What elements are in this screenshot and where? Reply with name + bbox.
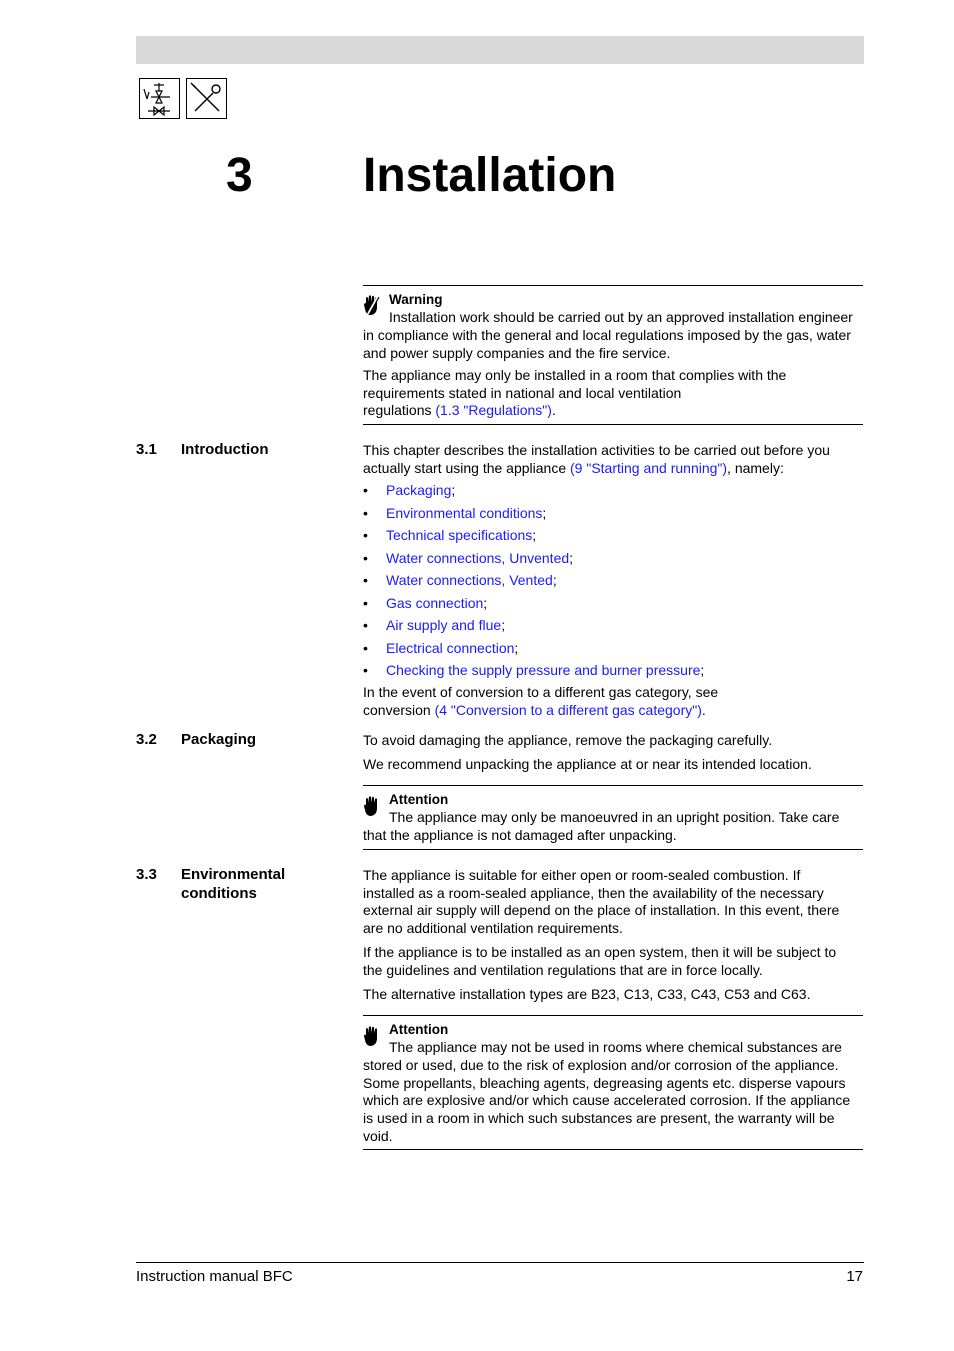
list-item-suffix: ; — [700, 662, 705, 678]
list-item-text — [386, 549, 573, 567]
warning-label: Warning — [389, 292, 443, 307]
bullet-dot: • — [363, 504, 368, 521]
attention-line: void. — [363, 1128, 393, 1144]
paragraph: If the appliance is to be installed as an open system, then it will be subject to — [363, 944, 837, 960]
list-item-text — [386, 616, 505, 634]
warning-hand-icon — [363, 294, 381, 321]
list-item-suffix: ; — [451, 482, 456, 498]
list-item-link[interactable]: Water connections, Vented — [386, 572, 553, 588]
warning-box — [363, 285, 863, 425]
section-number: 3.3 — [136, 866, 157, 883]
list-item-link[interactable]: Gas connection — [386, 594, 484, 611]
list-item-suffix: ; — [532, 527, 537, 543]
attention-line: that the appliance is not damaged after unpacking. — [363, 827, 677, 843]
list-item-link[interactable]: Packaging — [386, 482, 452, 498]
tools-icon — [186, 78, 227, 119]
list-item-link[interactable]: Technical specifications — [386, 527, 533, 543]
paragraph: are no additional ventilation requirements. — [363, 920, 623, 936]
bullet-dot: • — [363, 527, 368, 543]
stop-hand-icon — [363, 1025, 381, 1052]
warning-line: The appliance may only be installed in a room that complies with the — [363, 367, 787, 383]
bullet-dot: • — [363, 639, 368, 656]
warning-line: regulations (1.3 "Regulations"). — [363, 402, 556, 418]
paragraph: The appliance is suitable for either open or room-sealed combustion. If — [363, 867, 801, 883]
list-item-text — [386, 481, 455, 499]
attention-box — [363, 1015, 863, 1150]
bullet-dot: • — [363, 662, 368, 678]
list-item-suffix: ; — [483, 594, 488, 611]
attention-line: is used in a room in which such substances are present, the warranty will be — [363, 1110, 835, 1126]
list-item-link[interactable]: Checking the supply pressure and burner pressure — [386, 662, 701, 678]
list-item-text — [386, 661, 704, 679]
footer-title: Instruction manual BFC — [136, 1268, 293, 1285]
attention-line: which are explosive and/or which cause accelerated corrosion. If the appliance — [363, 1092, 851, 1108]
section-title: Packaging — [181, 731, 257, 748]
list-item-text — [386, 504, 546, 522]
paragraph: external air supply will depend on the place of installation. In this event, there — [363, 902, 840, 918]
bullet-dot: • — [363, 594, 368, 611]
list-item-link[interactable]: Air supply and flue — [386, 617, 502, 633]
section-number: 3.2 — [136, 731, 157, 748]
attention-line: The appliance may only be manoeuvred in an upright position. Take care — [389, 809, 840, 825]
attention-line: The appliance may not be used in rooms where chemical substances are — [389, 1039, 842, 1055]
attention-box — [363, 785, 863, 850]
list-item-suffix: ; — [552, 572, 557, 588]
list-item-link[interactable]: Environmental conditions — [386, 504, 543, 521]
chapter-title: Installation — [363, 149, 617, 202]
list-item-text — [386, 526, 536, 544]
paragraph: To avoid damaging the appliance, remove the packaging carefully. — [363, 732, 773, 748]
bullet-dot: • — [363, 549, 368, 566]
paragraph: installed as a room-sealed appliance, then the availability of the necessary — [363, 885, 824, 901]
bullet-dot: • — [363, 482, 368, 498]
section-number: 3.1 — [136, 441, 157, 458]
section-title: Environmental — [181, 866, 286, 883]
paragraph: actually start using the appliance (9 "Starting and running"), namely: — [363, 460, 784, 476]
list-item-text — [386, 594, 487, 612]
chapter-number: 3 — [226, 149, 253, 202]
paragraph: conversion (4 "Conversion to a different gas category"). — [363, 702, 706, 718]
list-item-suffix: ; — [569, 549, 574, 566]
attention-line: stored or used, due to the risk of explosion and/or corrosion of the appliance. — [363, 1057, 839, 1073]
paragraph: In the event of conversion to a different gas category, see — [363, 684, 719, 700]
header-bar — [136, 36, 864, 64]
paragraph: This chapter describes the installation activities to be carried out before you — [363, 442, 830, 458]
paragraph: the guidelines and ventilation regulations that are in force locally. — [363, 962, 763, 978]
warning-line: in compliance with the general and local regulations imposed by the gas, water — [363, 327, 851, 343]
section-title: Introduction — [181, 441, 269, 458]
section-title: conditions — [181, 885, 257, 902]
warning-line: Installation work should be carried out by an approved installation engineer — [389, 309, 853, 325]
paragraph: The alternative installation types are B23, C13, C33, C43, C53 and C63. — [363, 986, 811, 1002]
page-number: 17 — [846, 1268, 863, 1285]
warning-line: and power supply companies and the fire service. — [363, 345, 671, 361]
attention-label: Attention — [389, 1022, 449, 1037]
conversion-link[interactable]: (4 "Conversion to a different gas category") — [434, 702, 702, 718]
list-item-link[interactable]: Electrical connection — [386, 639, 515, 656]
list-item-suffix: ; — [542, 504, 547, 521]
attention-label: Attention — [389, 792, 449, 807]
bullet-dot: • — [363, 572, 368, 588]
paragraph: We recommend unpacking the appliance at or near its intended location. — [363, 756, 812, 772]
footer-rule — [136, 1262, 864, 1263]
list-item-link[interactable]: Water connections, Unvented — [386, 549, 570, 566]
attention-line: Some propellants, bleaching agents, degreasing agents etc. disperse vapours — [363, 1075, 846, 1091]
starting-and-running-link[interactable]: (9 "Starting and running") — [570, 460, 728, 476]
list-item-text — [386, 571, 557, 589]
warning-line: requirements stated in national and local ventilation — [363, 385, 682, 401]
bullet-dot: • — [363, 617, 368, 633]
installation-schematic-icon — [139, 78, 180, 119]
regulations-link[interactable]: (1.3 "Regulations") — [435, 402, 552, 418]
list-item-suffix: ; — [514, 639, 519, 656]
list-item-suffix: ; — [501, 617, 506, 633]
stop-hand-icon — [363, 795, 381, 822]
list-item-text — [386, 639, 518, 657]
